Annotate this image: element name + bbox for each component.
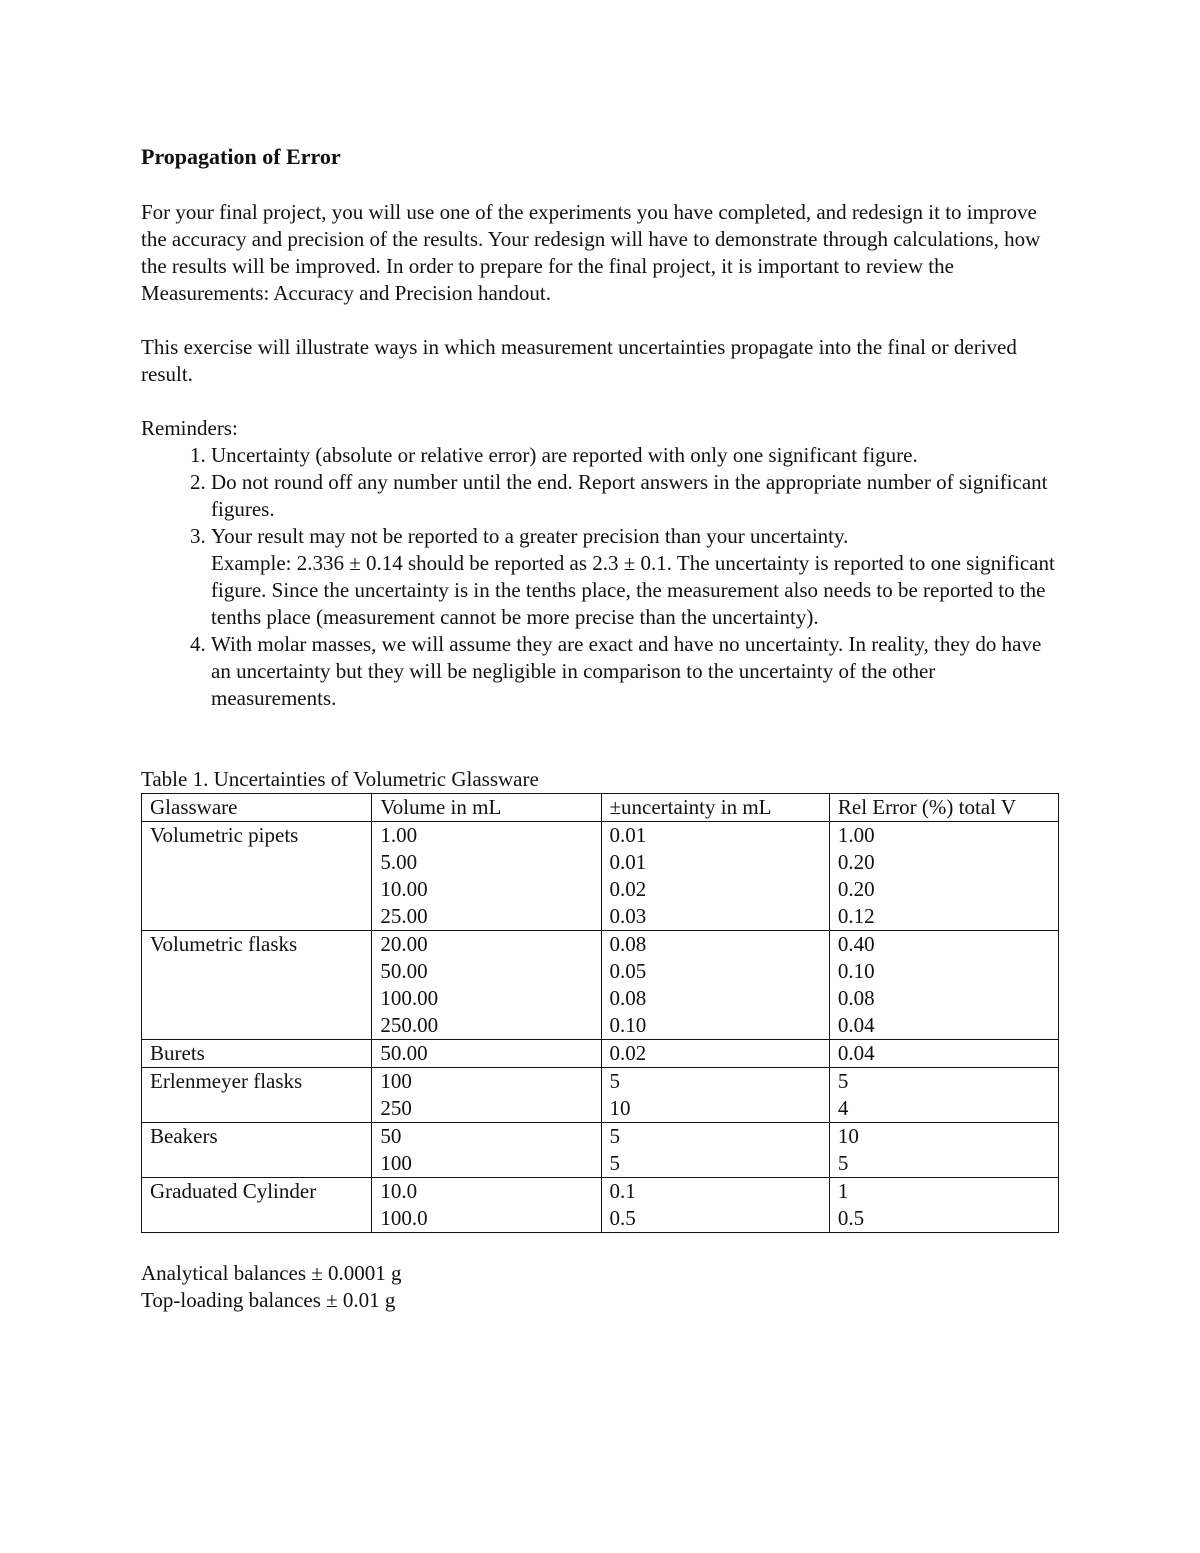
- rel-error-value: 0.40: [837, 932, 875, 956]
- rel-error-cell: [829, 1068, 1058, 1123]
- reminder-text: Your result may not be reported to a greater precision than your uncertainty.: [211, 524, 849, 548]
- reminders-list: [141, 442, 1061, 712]
- column-header: Volume in mL: [372, 794, 601, 822]
- volume-cell: [372, 931, 601, 1040]
- rel-error-value: 0.04: [837, 1041, 875, 1065]
- rel-error-value: 0.10: [837, 959, 875, 983]
- uncertainty-value: 0.08: [609, 986, 647, 1010]
- volume-value: 1.00: [380, 823, 418, 847]
- rel-error-value: 1.00: [837, 823, 875, 847]
- glassware-cell: [142, 1178, 372, 1233]
- rel-error-value: 4: [837, 1096, 849, 1120]
- volume-value: 100.00: [380, 986, 439, 1010]
- uncertainty-value: 0.01: [609, 823, 647, 847]
- rel-error-value: 1: [837, 1179, 849, 1203]
- volume-value: 25.00: [380, 904, 428, 928]
- volume-value: 50.00: [380, 959, 428, 983]
- uncertainty-value: 0.01: [609, 850, 647, 874]
- glassware-name: Volumetric pipets: [150, 823, 299, 847]
- exercise-paragraph: This exercise will illustrate ways in which measurement uncertainties propagate into the final or derived result.: [141, 335, 1017, 386]
- volume-cell: [372, 1068, 601, 1123]
- glassware-name: Burets: [150, 1041, 205, 1065]
- volume-value: 100: [380, 1151, 412, 1175]
- uncertainty-cell: [601, 1123, 829, 1178]
- uncertainty-value: 0.03: [609, 904, 647, 928]
- table-header-row: [142, 794, 1059, 822]
- glassware-name: Volumetric flasks: [150, 932, 298, 956]
- volume-cell: [372, 1123, 601, 1178]
- volume-value: 10.00: [380, 877, 428, 901]
- reminders-label: Reminders:: [141, 416, 238, 440]
- table-row: [142, 1123, 1059, 1178]
- top-loading-balance-note: Top-loading balances ± 0.01 g: [141, 1288, 396, 1312]
- rel-error-value: 0.20: [837, 850, 875, 874]
- volume-value: 5.00: [380, 850, 418, 874]
- intro-paragraph: For your final project, you will use one of the experiments you have completed, and redesign it to improve the accuracy and precision of the results. Your redesign will have to demonstrate through calculations, how the results will be improved. In order to prepare for the final project, it is important to review the Measurements: Accuracy and Precision handout.: [141, 200, 1041, 305]
- uncertainty-value: 0.5: [609, 1206, 636, 1230]
- volume-value: 100.0: [380, 1206, 428, 1230]
- uncertainty-value: 5: [609, 1151, 621, 1175]
- rel-error-cell: [829, 822, 1058, 931]
- uncertainty-value: 0.08: [609, 932, 647, 956]
- volume-value: 50: [380, 1124, 402, 1148]
- table-row: [142, 822, 1059, 931]
- volume-value: 10.0: [380, 1179, 418, 1203]
- rel-error-value: 0.5: [837, 1206, 865, 1230]
- rel-error-value: 0.04: [837, 1013, 875, 1037]
- reminder-item: [211, 469, 1061, 523]
- rel-error-value: 0.08: [837, 986, 875, 1010]
- rel-error-value: 10: [837, 1124, 859, 1148]
- volume-value: 50.00: [380, 1041, 428, 1065]
- document-page: [141, 142, 1061, 1314]
- reminder-text: Uncertainty (absolute or relative error) are reported with only one significant figure.: [211, 443, 918, 467]
- table-row: [142, 931, 1059, 1040]
- volume-value: 20.00: [380, 932, 428, 956]
- glassware-cell: [142, 1040, 372, 1068]
- uncertainty-cell: [601, 931, 829, 1040]
- glassware-cell: [142, 822, 372, 931]
- volume-cell: [372, 1040, 601, 1068]
- uncertainty-value: 5: [609, 1069, 621, 1093]
- table-row: [142, 1178, 1059, 1233]
- balances-section: [141, 1260, 1061, 1314]
- reminder-item: [211, 631, 1061, 712]
- table-caption: Table 1. Uncertainties of Volumetric Glassware: [141, 767, 539, 791]
- volume-value: 100: [380, 1069, 412, 1093]
- uncertainty-cell: [601, 1040, 829, 1068]
- reminder-example: Example: 2.336 ± 0.14 should be reported as 2.3 ± 0.1. The uncertainty is reported to one significant figure. Since the uncertainty is in the tenths place, the measurement also needs to be reported to the tenths place (measurement cannot be more precise than the uncertainty).: [211, 551, 1055, 629]
- analytical-balance-note: Analytical balances ± 0.0001 g: [141, 1261, 402, 1285]
- uncertainty-value: 10: [609, 1096, 631, 1120]
- volume-cell: [372, 822, 601, 931]
- glassware-cell: [142, 1068, 372, 1123]
- rel-error-cell: [829, 931, 1058, 1040]
- table-body: [142, 822, 1059, 1233]
- rel-error-value: 0.12: [837, 904, 875, 928]
- reminder-item: [211, 523, 1061, 631]
- page-title: Propagation of Error: [141, 144, 341, 169]
- reminder-text: Do not round off any number until the end. Report answers in the appropriate number of significant figures.: [211, 470, 1048, 521]
- reminder-item: [211, 442, 1061, 469]
- glassware-name: Graduated Cylinder: [150, 1179, 317, 1203]
- column-header: Glassware: [142, 794, 372, 822]
- volume-value: 250: [380, 1096, 412, 1120]
- uncertainty-value: 0.1: [609, 1179, 636, 1203]
- glassware-table: [141, 793, 1059, 1233]
- glassware-cell: [142, 1123, 372, 1178]
- volume-cell: [372, 1178, 601, 1233]
- uncertainty-value: 0.10: [609, 1013, 647, 1037]
- rel-error-cell: [829, 1040, 1058, 1068]
- rel-error-value: 5: [837, 1069, 849, 1093]
- glassware-name: Erlenmeyer flasks: [150, 1069, 303, 1093]
- uncertainty-value: 0.02: [609, 877, 647, 901]
- uncertainty-value: 5: [609, 1124, 621, 1148]
- volume-value: 250.00: [380, 1013, 439, 1037]
- table-row: [142, 1040, 1059, 1068]
- rel-error-cell: [829, 1178, 1058, 1233]
- uncertainty-cell: [601, 1178, 829, 1233]
- table-row: [142, 1068, 1059, 1123]
- uncertainty-value: 0.02: [609, 1041, 647, 1065]
- column-header: ±uncertainty in mL: [601, 794, 829, 822]
- reminder-text: With molar masses, we will assume they are exact and have no uncertainty. In reality, they do have an uncertainty but they will be negligible in comparison to the uncertainty of the other measurements.: [211, 632, 1042, 710]
- uncertainty-cell: [601, 1068, 829, 1123]
- rel-error-cell: [829, 1123, 1058, 1178]
- rel-error-value: 5: [837, 1151, 849, 1175]
- rel-error-value: 0.20: [837, 877, 875, 901]
- glassware-name: Beakers: [150, 1124, 218, 1148]
- glassware-cell: [142, 931, 372, 1040]
- uncertainty-cell: [601, 822, 829, 931]
- column-header: Rel Error (%) total V: [829, 794, 1058, 822]
- uncertainty-value: 0.05: [609, 959, 647, 983]
